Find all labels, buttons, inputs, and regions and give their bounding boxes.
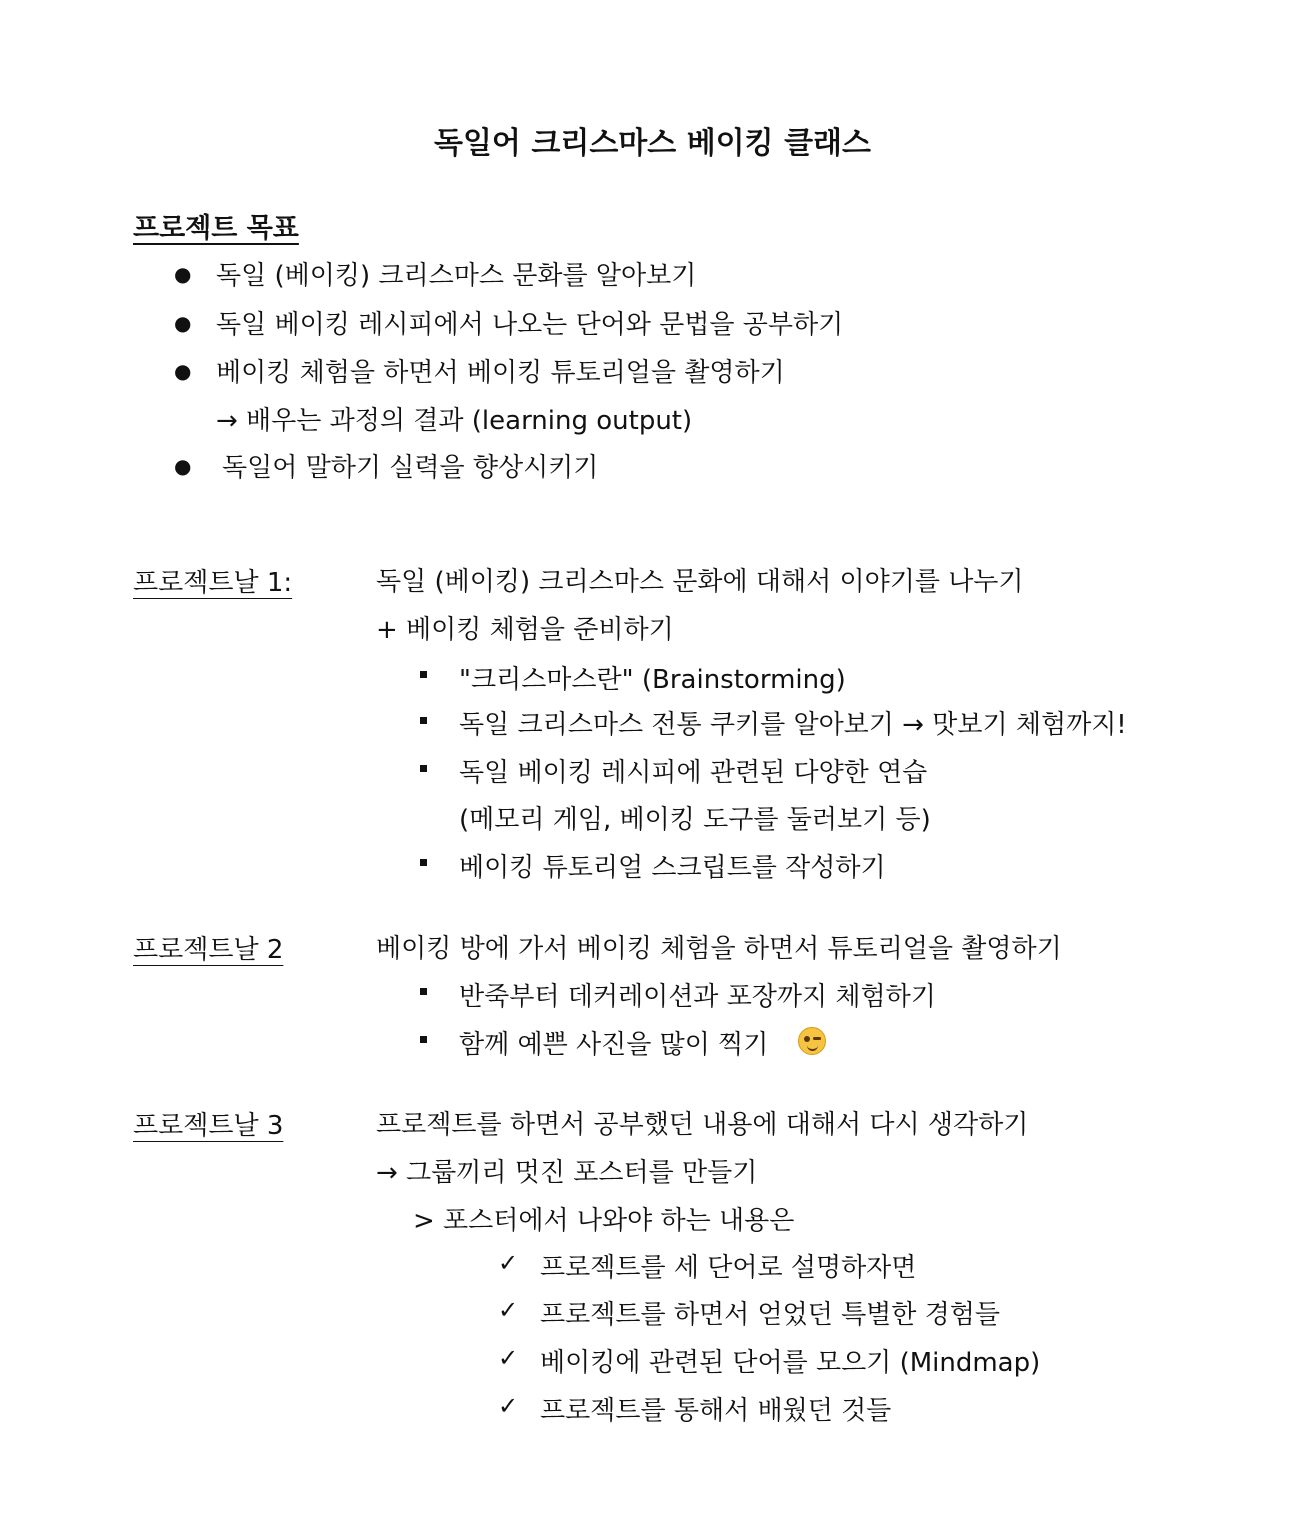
square-bullet xyxy=(420,988,427,995)
square-bullet xyxy=(420,1036,427,1043)
bullet-dot: ● xyxy=(174,359,192,383)
day1-item-continuation: (메모리 게임, 베이킹 도구를 둘러보기 등) xyxy=(459,805,931,835)
day3-item: 프로젝트를 하면서 얻었던 특별한 경험들 xyxy=(540,1300,1001,1330)
square-bullet xyxy=(420,765,427,772)
day1-item: 독일 베이킹 레시피에 관련된 다양한 연습 xyxy=(459,758,928,788)
day1-line2: + 베이킹 체험을 준비하기 xyxy=(376,615,674,645)
square-bullet xyxy=(420,859,427,866)
check-icon: ✓ xyxy=(498,1249,519,1277)
bullet-dot: ● xyxy=(174,454,192,478)
day3-line1: 프로젝트를 하면서 공부했던 내용에 대해서 다시 생각하기 xyxy=(376,1110,1029,1140)
day3-item: 프로젝트를 통해서 배웠던 것들 xyxy=(540,1396,892,1426)
square-bullet xyxy=(420,671,427,678)
goal-item: 독일 (베이킹) 크리스마스 문화를 알아보기 xyxy=(216,261,697,291)
goal-item: 베이킹 체험을 하면서 베이킹 튜토리얼을 촬영하기 xyxy=(216,358,785,388)
day2-label: 프로젝트날 2 xyxy=(133,935,284,965)
winking-face-icon xyxy=(798,1027,826,1055)
day1-item: "크리스마스란" (Brainstorming) xyxy=(459,665,846,695)
goal-item: 독일 베이킹 레시피에서 나오는 단어와 문법을 공부하기 xyxy=(216,310,844,340)
square-bullet xyxy=(420,717,427,724)
day3-line3: > 포스터에서 나와야 하는 내용은 xyxy=(413,1206,795,1236)
check-icon: ✓ xyxy=(498,1344,519,1372)
bullet-dot: ● xyxy=(174,262,192,286)
day3-label: 프로젝트날 3 xyxy=(133,1111,284,1141)
day1-label: 프로젝트날 1: xyxy=(133,568,293,598)
day3-line2: → 그룹끼리 멋진 포스터를 만들기 xyxy=(376,1158,758,1188)
document-title: 독일어 크리스마스 베이킹 클래스 xyxy=(433,126,872,161)
goals-heading: 프로젝트 목표 xyxy=(133,213,299,244)
check-icon: ✓ xyxy=(498,1296,519,1324)
goal-note: → 배우는 과정의 결과 (learning output) xyxy=(216,406,693,436)
day1-item: 독일 크리스마스 전통 쿠키를 알아보기 → 맛보기 체험까지! xyxy=(459,710,1127,740)
bullet-dot: ● xyxy=(174,311,192,335)
day1-item: 베이킹 튜토리얼 스크립트를 작성하기 xyxy=(459,853,886,883)
day3-item: 베이킹에 관련된 단어를 모으기 (Mindmap) xyxy=(540,1348,1041,1378)
day3-item: 프로젝트를 세 단어로 설명하자면 xyxy=(540,1253,917,1283)
day1-line1: 독일 (베이킹) 크리스마스 문화에 대해서 이야기를 나누기 xyxy=(376,567,1024,597)
day2-item: 함께 예쁜 사진을 많이 찍기 xyxy=(459,1030,769,1060)
goal-item: 독일어 말하기 실력을 향상시키기 xyxy=(222,453,599,483)
day2-item: 반죽부터 데커레이션과 포장까지 체험하기 xyxy=(459,982,936,1012)
day2-line1: 베이킹 방에 가서 베이킹 체험을 하면서 튜토리얼을 촬영하기 xyxy=(376,934,1062,964)
check-icon: ✓ xyxy=(498,1392,519,1420)
